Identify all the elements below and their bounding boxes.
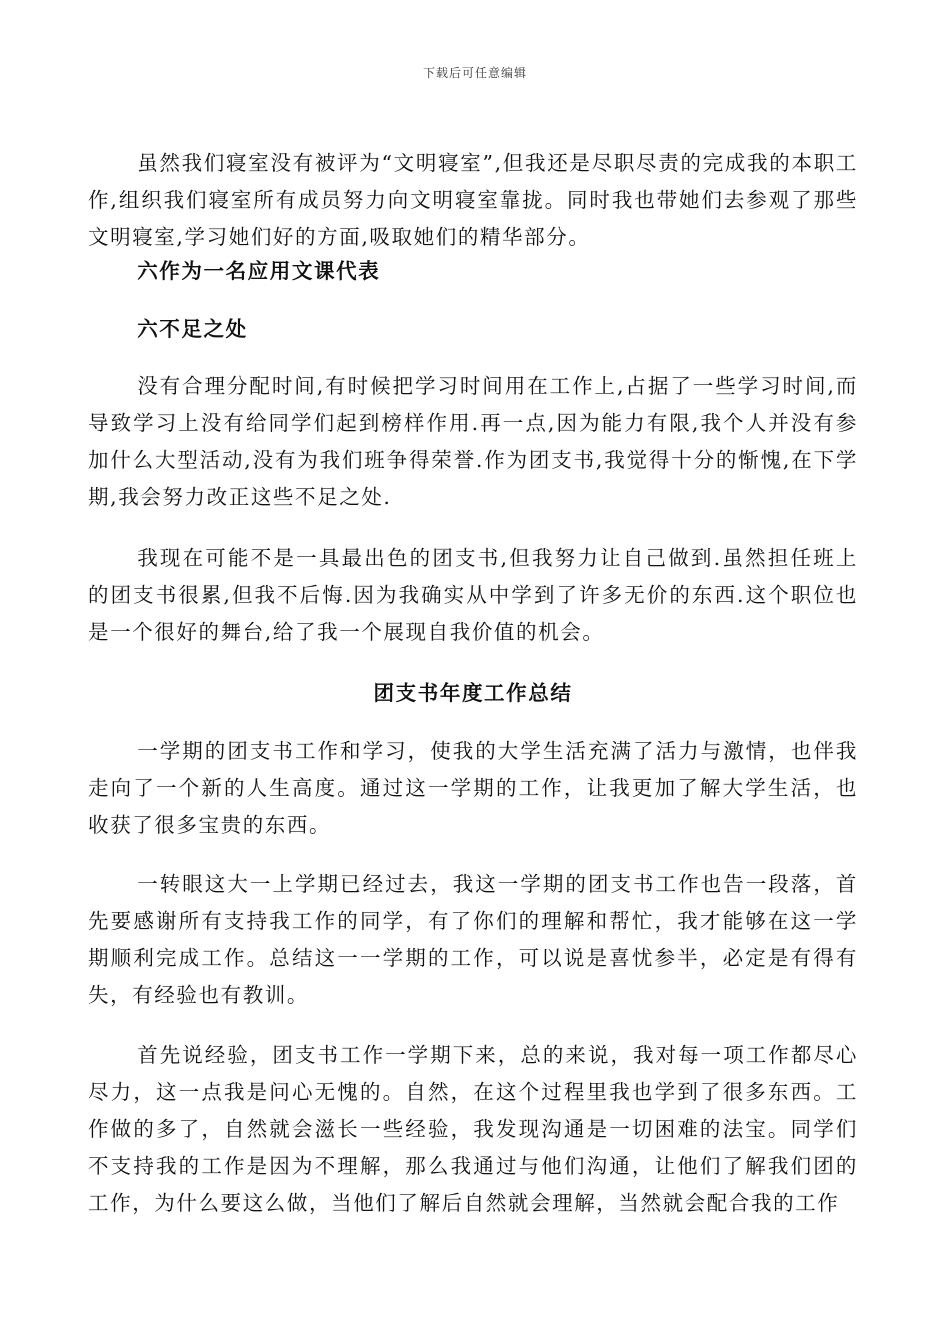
section-heading: 六不足之处 — [137, 317, 248, 341]
document-title: 团支书年度工作总结 — [373, 681, 573, 705]
body-para-intro — [88, 733, 858, 844]
paragraph: 没有合理分配时间,有时候把学习时间用在工作上,占据了一些学习时间,而导致学习上没有给同学们起到榜样作用.再一点,因为能力有限,我个人并没有参加什么大型活动,没有为我们班争得荣誉.作为团支书,我觉得十分的惭愧,在下学期,我会努力改正这些不足之处. — [88, 374, 858, 509]
paragraph: 我现在可能不是一具最出色的团支书,但我努力让自己做到.虽然担任班上的团支书很累,但我不后悔.因为我确实从中学到了许多无价的东西.这个职位也是一个很好的舞台,给了我一个展现自我价值的机会。 — [88, 546, 858, 644]
document-title-block — [88, 675, 858, 712]
paragraph: 虽然我们寝室没有被评为“文明寝室”,但我还是尽职尽责的完成我的本职工作,组织我们寝室所有成员努力向文明寝室靠拢。同时我也带她们去参观了那些文明寝室,学习她们好的方面,吸取她们的精华部分。 — [88, 151, 858, 249]
page-header: 下载后可任意编辑 — [422, 66, 527, 80]
paragraph: 一转眼这大一上学期已经过去，我这一学期的团支书工作也告一段落，首先要感谢所有支持我工作的同学，有了你们的理解和帮忙，我才能够在这一学期顺利完成工作。总结这一一学期的工作，可以说是喜忧参半，必定是有得有失，有经验也有教训。 — [88, 872, 858, 1007]
body-para-shortcomings — [88, 368, 858, 516]
body-para-reflection — [88, 540, 858, 651]
paragraph: 一学期的团支书工作和学习，使我的大学生活充满了活力与激情，也伴我走向了一个新的人生高度。通过这一学期的工作，让我更加了解大学生活，也收获了很多宝贵的东西。 — [88, 739, 858, 837]
paragraph: 首先说经验，团支书工作一学期下来，总的来说，我对每一项工作都尽心尽力，这一点我是问心无愧的。自然，在这个过程里我也学到了很多东西。工作做的多了，自然就会滋长一些经验，我发现沟通是一切困难的法宝。同学们不支持我的工作是因为不理解，那么我通过与他们沟通，让他们了解我们团的工作，为什么要这么做，当他们了解后自然就会理解，当然就会配合我的工作 — [88, 1043, 858, 1215]
section-heading-block — [88, 311, 858, 348]
body-para-experience — [88, 1037, 858, 1222]
body-para-thanks — [88, 866, 858, 1014]
body-para-dormitory — [88, 145, 858, 256]
section-heading-block — [88, 253, 858, 290]
section-heading: 六作为一名应用文课代表 — [137, 259, 381, 283]
